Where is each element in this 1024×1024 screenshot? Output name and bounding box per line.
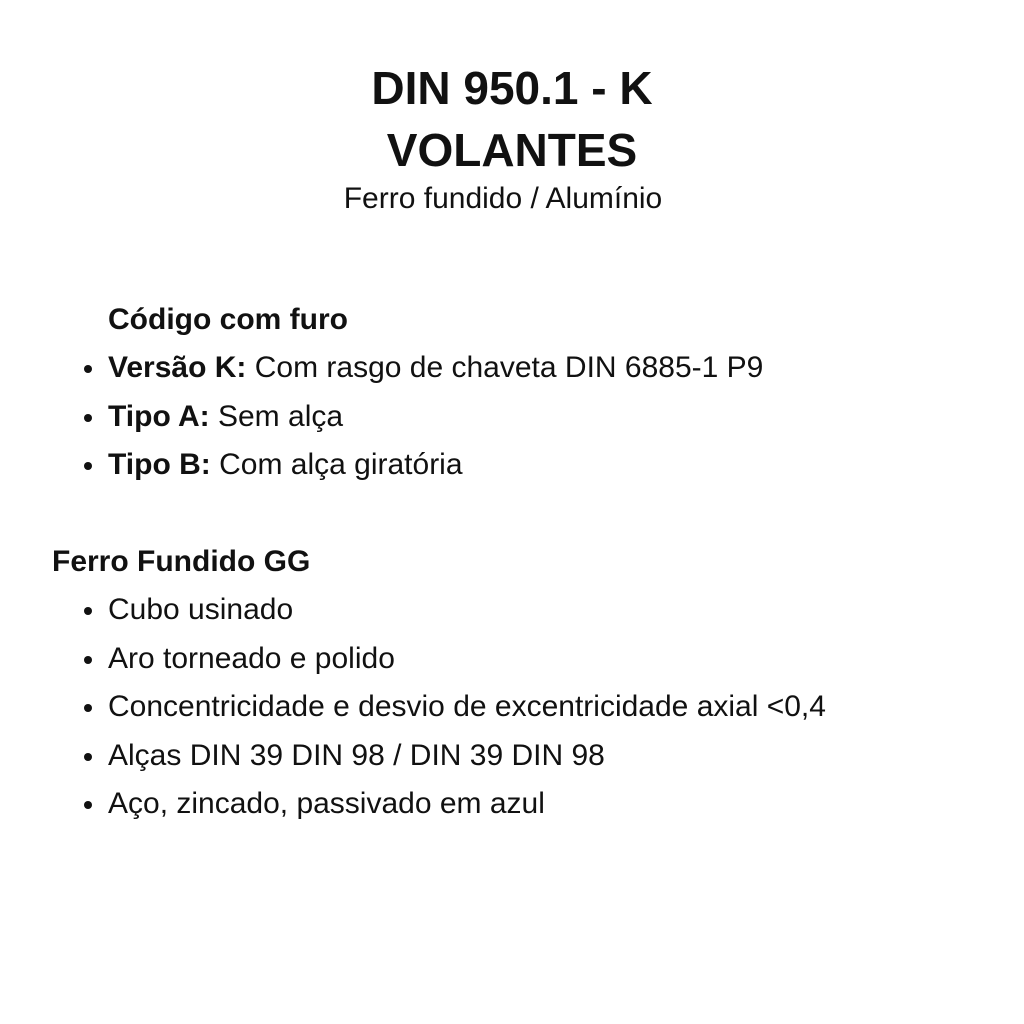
ferro-list [0,586,826,829]
ferro-heading: Ferro Fundido GG [52,545,311,578]
codigo-item-label: Tipo A: [108,399,210,433]
ferro-item: Concentricidade e desvio de excentricidade axial <0,4 [0,683,826,732]
codigo-item-versao-k [0,344,763,393]
ferro-item: Cubo usinado [0,586,826,635]
codigo-item-text: Sem alça [209,399,344,433]
page-title-line-1: DIN 950.1 - K [371,62,653,114]
codigo-item-text: Com rasgo de chaveta DIN 6885-1 P9 [246,351,764,384]
ferro-item: Aço, zincado, passivado em azul [0,780,826,829]
ferro-item: Alças DIN 39 DIN 98 / DIN 39 DIN 98 [0,732,826,781]
codigo-item-tipo-a [0,393,763,442]
ferro-item: Aro torneado e polido [0,635,826,684]
page-title-line-2: VOLANTES [386,124,638,176]
codigo-list [0,344,763,490]
page-subtitle: Ferro fundido / Alumínio [343,182,663,215]
codigo-item-label: Versão K: [108,351,247,384]
codigo-item-label: Tipo B: [108,448,211,481]
codigo-item-tipo-b [0,441,763,490]
codigo-item-text: Com alça giratória [210,448,463,481]
codigo-heading: Código com furo [108,303,348,336]
